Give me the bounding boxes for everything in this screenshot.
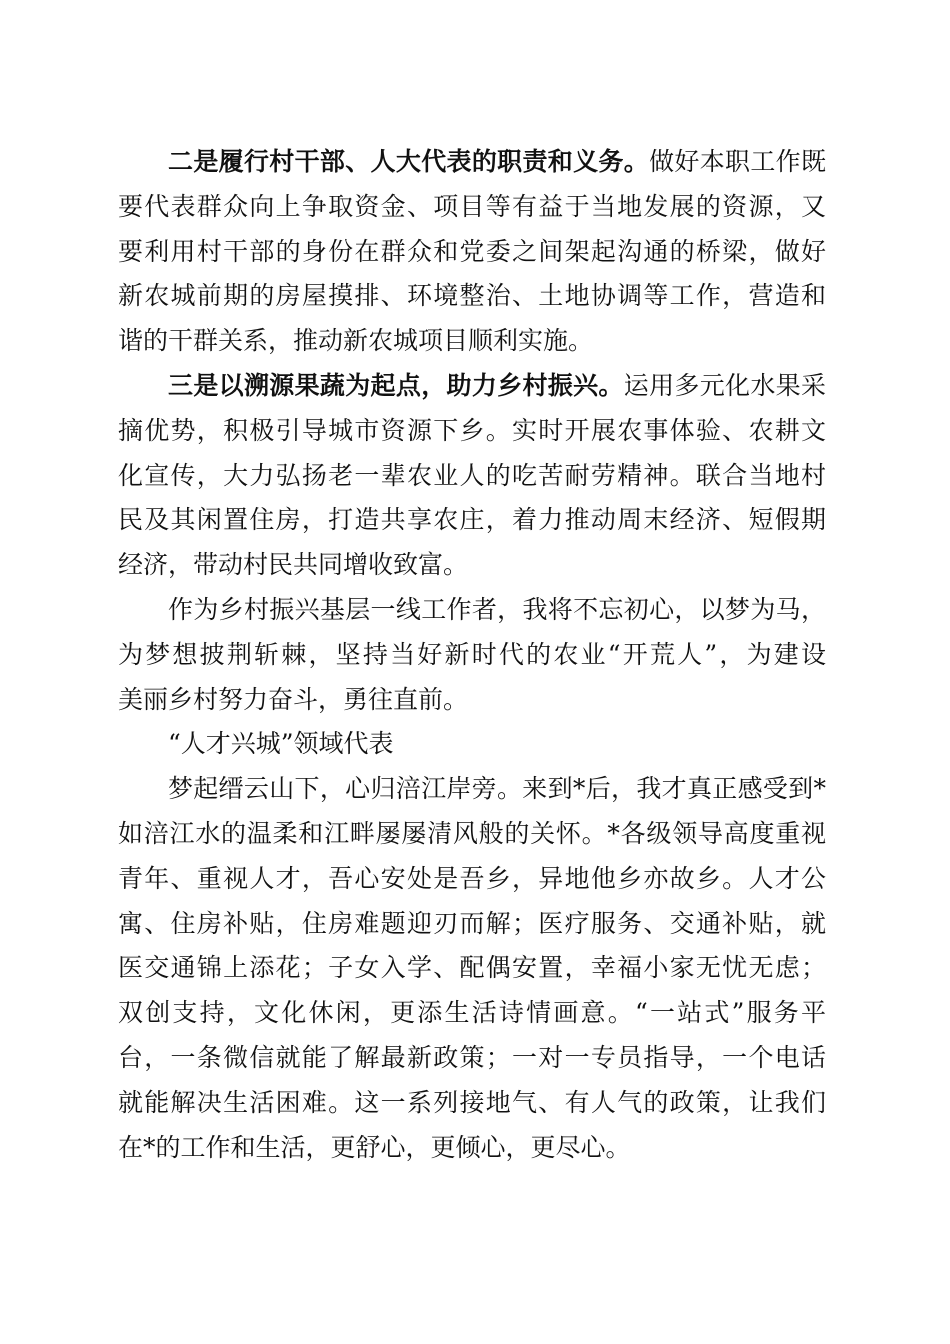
body-text: 要利用村干部的身份在群众和党委之间架起沟通的桥梁，做好 — [118, 236, 826, 266]
text-line — [118, 812, 826, 857]
body-text: 化宣传，大力弘扬老一辈农业人的吃苦耐劳精神。联合当地村 — [118, 460, 826, 490]
text-line — [118, 185, 826, 230]
text-line — [118, 991, 826, 1036]
text-line — [118, 588, 826, 633]
body-text: 做好本职工作既 — [649, 147, 826, 176]
body-text: 新农城前期的房屋摸排、环境整治、土地协调等工作，营造和 — [118, 281, 826, 311]
body-text: 摘优势，积极引导城市资源下乡。实时开展农事体验、农耕文 — [118, 415, 826, 445]
text-line — [118, 543, 826, 588]
body-text: 台，一条微信就能了解最新政策；一对一专员指导，一个电话 — [118, 1042, 826, 1072]
text-line — [118, 902, 826, 947]
body-text: 双创支持，文化休闲，更添生活诗情画意。“一站式”服务平 — [118, 998, 826, 1028]
body-text: 如涪江水的温柔和江畔屡屡清风般的关怀。*各级领导高度重视 — [118, 818, 826, 848]
body-text: 民及其闲置住房，打造共享农庄，着力推动周末经济、短假期 — [118, 505, 826, 535]
text-line — [118, 767, 826, 812]
para-talent-city-body — [118, 767, 826, 1170]
body-text: 运用多元化水果采 — [623, 370, 826, 400]
text-line — [118, 722, 826, 767]
body-text: 医交通锦上添花；子女入学、配偶安置，幸福小家无忧无虑； — [118, 953, 826, 983]
body-text: 作为乡村振兴基层一线工作者，我将不忘初心，以梦为马， — [168, 594, 826, 624]
text-line — [118, 946, 826, 991]
text-line — [118, 1126, 826, 1171]
body-text: 要代表群众向上争取资金、项目等有益于当地发展的资源，又 — [118, 191, 826, 221]
document-body — [118, 140, 826, 1170]
text-line — [118, 364, 826, 409]
text-line — [118, 633, 826, 678]
text-line — [118, 498, 826, 543]
text-line — [118, 140, 826, 185]
body-text: 在*的工作和生活，更舒心，更倾心，更尽心。 — [118, 1132, 631, 1162]
para-rural-revitalization — [118, 364, 826, 588]
text-line — [118, 274, 826, 319]
text-line — [118, 319, 826, 364]
body-text: 就能解决生活困难。这一系列接地气、有人气的政策，让我们 — [118, 1087, 826, 1117]
body-text: 经济，带动村民共同增收致富。 — [118, 550, 469, 580]
text-line — [118, 1081, 826, 1126]
body-text: 梦起缙云山下，心归涪江岸旁。来到*后，我才真正感受到* — [168, 774, 826, 804]
body-text: 寓、住房补贴，住房难题迎刃而解；医疗服务、交通补贴，就 — [118, 908, 826, 938]
body-text: “人才兴城”领域代表 — [168, 729, 394, 759]
bold-text: 二是履行村干部、人大代表的职责和义务。 — [168, 147, 650, 176]
body-text: 为梦想披荆斩棘，坚持当好新时代的农业“开荒人”，为建设 — [118, 639, 826, 669]
para-village-cadre-duty — [118, 140, 826, 364]
body-text: 青年、重视人才，吾心安处是吾乡，异地他乡亦故乡。人才公 — [118, 863, 826, 893]
body-text: 谐的干群关系，推动新农城项目顺利实施。 — [118, 326, 594, 356]
text-line — [118, 409, 826, 454]
para-talent-city-heading — [118, 722, 826, 767]
body-text: 美丽乡村努力奋斗，勇往直前。 — [118, 684, 469, 714]
text-line — [118, 1036, 826, 1081]
text-line — [118, 230, 826, 275]
bold-text: 三是以溯源果蔬为起点，助力乡村振兴。 — [168, 370, 624, 400]
text-line — [118, 454, 826, 499]
text-line — [118, 678, 826, 723]
para-pioneer-vow — [118, 588, 826, 722]
text-line — [118, 857, 826, 902]
